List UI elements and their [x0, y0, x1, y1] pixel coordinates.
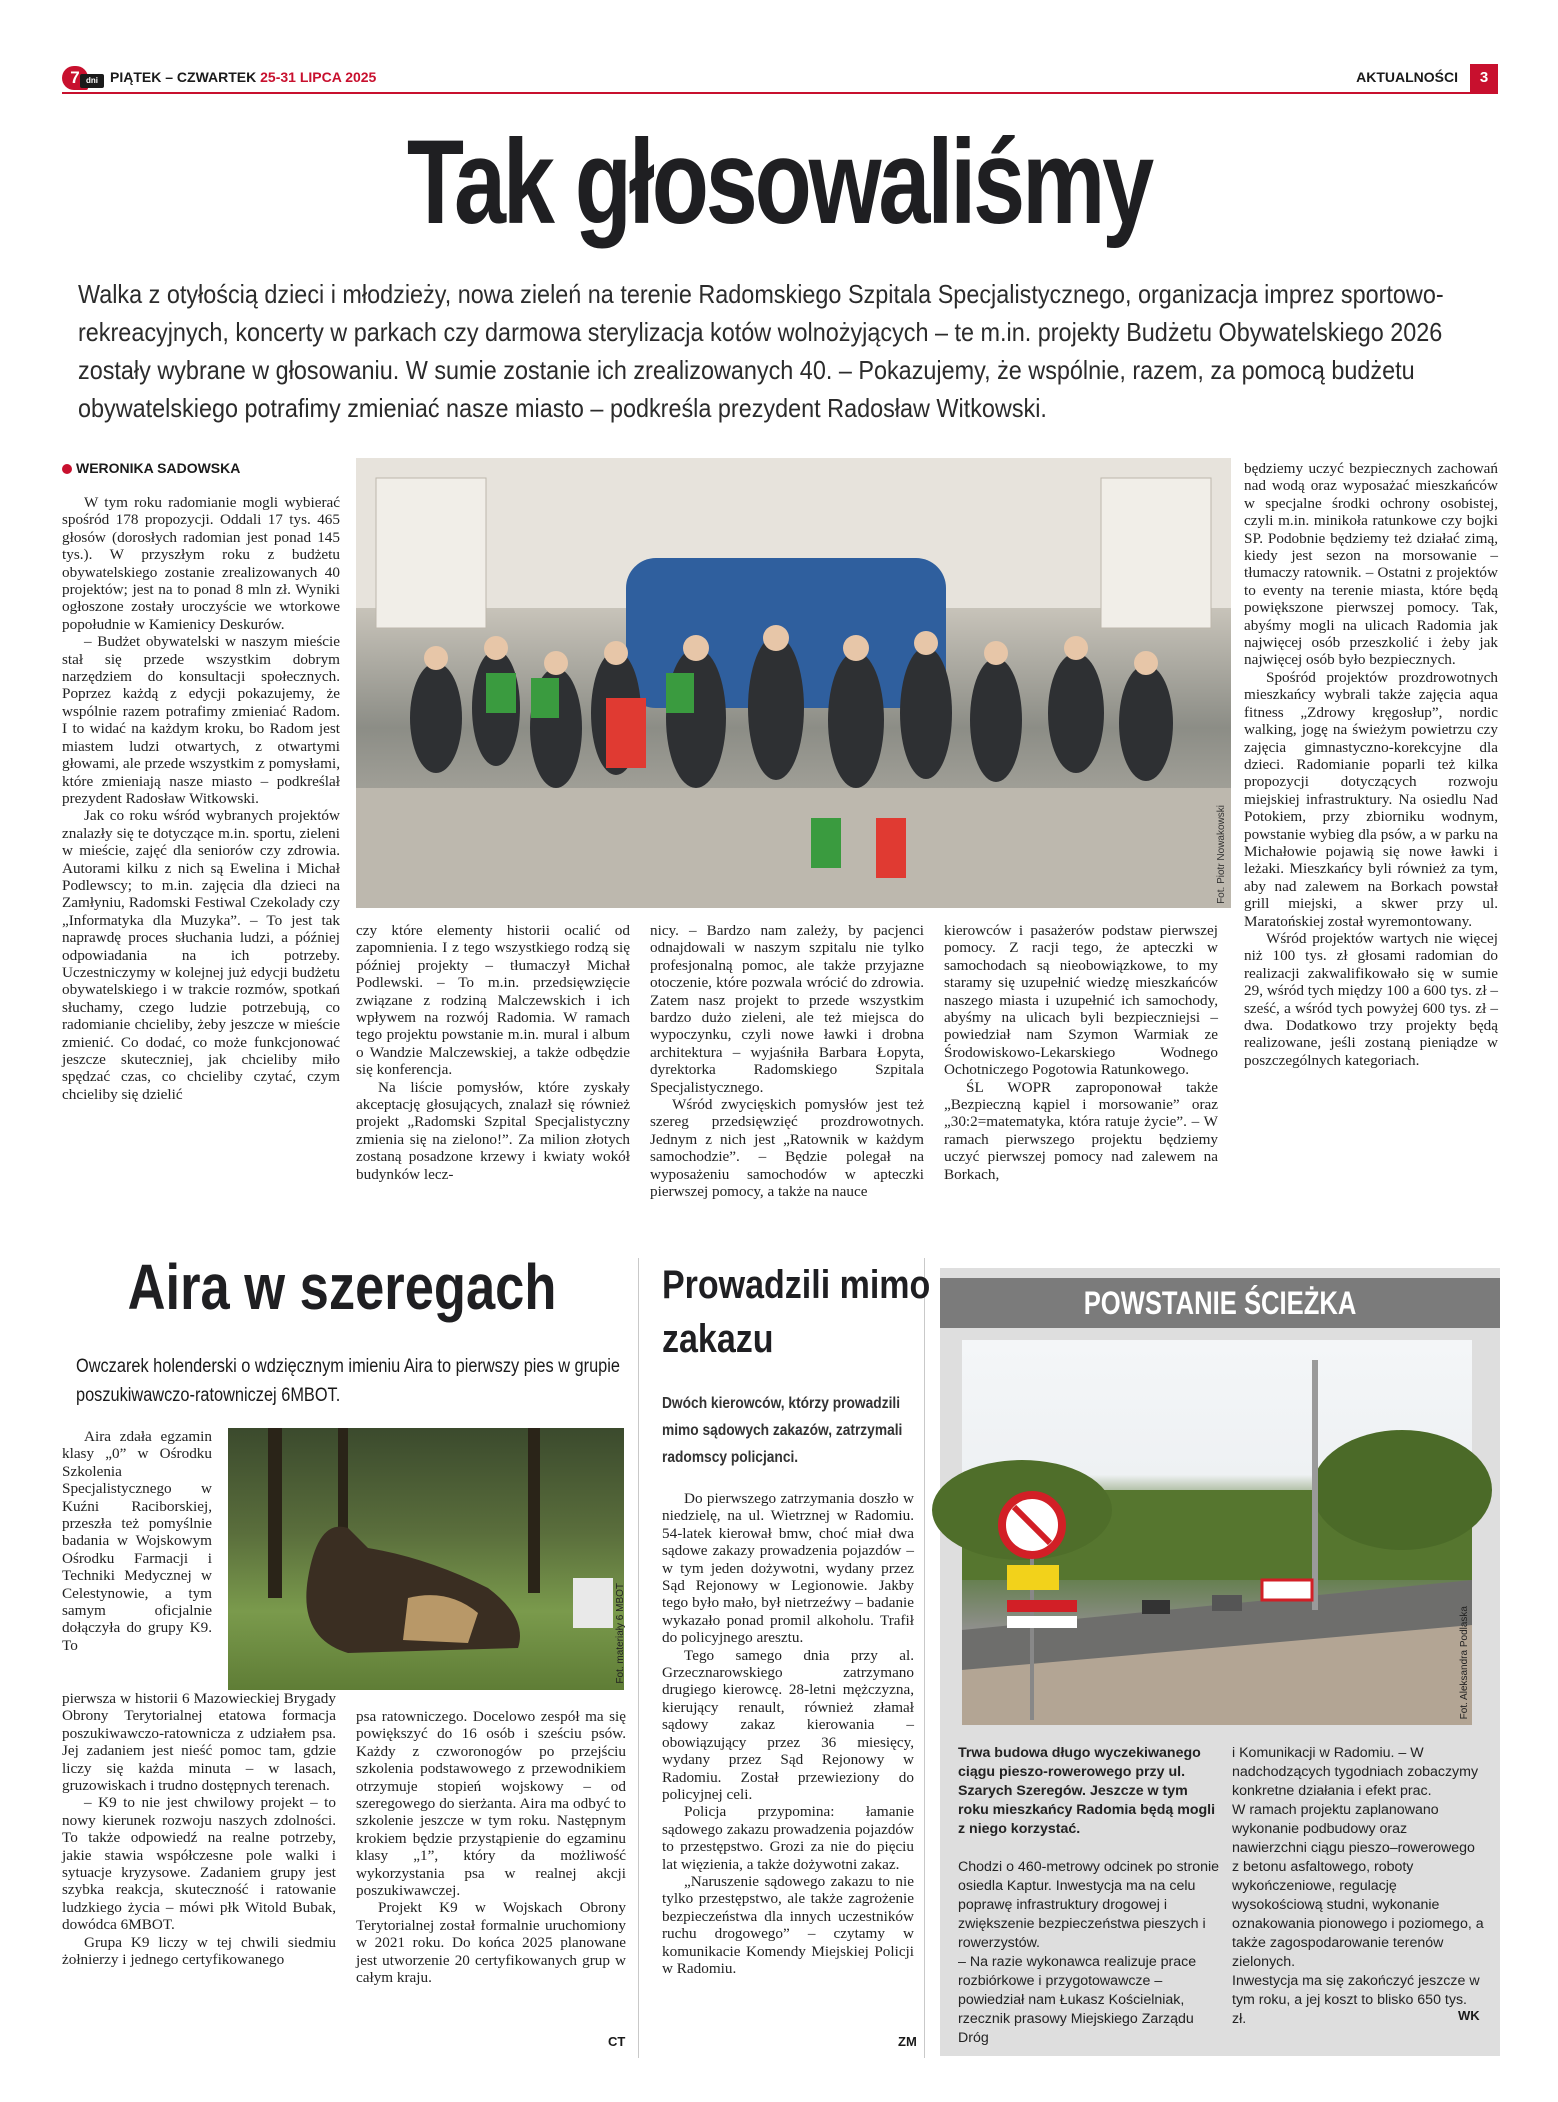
- paragraph: nicy. – Bardzo nam zależy, by pacjenci odnajdowali w naszym szpitalu nie tylko profesjonalną pomoc, ale także przyjazne otoczenie, które pozwala wrócić do zdrowia. Zatem nasz projekt to przede wszystkim bardzo dużo zieleni, ale też miejsca do wypoczynku, czyli nowe ławki i drobna architektura – wyjaśniła Barbara Łopyta, dyrektorka Radomskiego Szpitala Specjalistycznego.: [650, 922, 924, 1096]
- paragraph: kierowców i pasażerów podstaw pierwszej pomocy. Z racji tego, że apteczki w samochodach są nieobowiązkowe, to my staramy się uzupełnić wiedzę mieszkańców naszego miasta i uzupełnić ich samochody, abyśmy na ulicach byli bezpieczniejsi – powiedział nam Szymon Warmiak ze Środowiskowo-Lekarskiego Wodnego Ochotniczego Pogotowia Ratunkowego.: [944, 922, 1218, 1079]
- zakaz-signature: ZM: [898, 2034, 917, 2049]
- sciezka-headline: POWSTANIE ŚCIEŻKA: [1083, 1285, 1357, 1321]
- paragraph: Wśród zwycięskich pomysłów jest też szereg przedsięwzięć prozdrowotnych. Jednym z nich jest „Ratownik w każdym samochodzie”. – Będzie polegał na wyposażeniu samochodów w apteczki pierwszej pomocy, a także na nauce: [650, 1096, 924, 1201]
- main-column-1: [62, 494, 340, 1103]
- section-name: AKTUALNOŚCI: [1356, 69, 1458, 85]
- zakaz-headline: Prowadzili mimo zakazu: [662, 1263, 931, 1361]
- paragraph: Aira zdała egzamin klasy „0” w Ośrodku Szkolenia Specjalistycznego w Kuźni Raciborskiej, przeszła też pomyślnie badania w Wojskowym Ośrodku Farmacji i Techniki Medycznej w Celestynowie, a tym samym oficjalnie dołączyła do grupy K9. To: [62, 1428, 212, 1654]
- photo-credit: Fot. Aleksandra Podlaska: [1459, 1605, 1470, 1719]
- paragraph: Wśród projektów wartych nie więcej niż 100 tys. zł głosami radomian do realizacji zakwalifikowało się w sumie 29, wśród tych między 100 a 600 tys. zł – sześć, a wśród tych powyżej 600 tys. zł – dwa. Dodatkowo trzy projekty będą realizowane, jeśli zostaną pieniądze w poszczególnych kategoriach.: [1244, 929, 1498, 1069]
- zakaz-body: [662, 1490, 914, 1977]
- aira-column-2: [356, 1708, 626, 1987]
- paragraph: Do pierwszego zatrzymania doszło w niedzielę, na ul. Wietrznej w Radomiu. 54-latek kierował bmw, choć miał dwa sądowe zakazy prowadzenia pojazdów – w tym jeden dożywotni, wydany przez Sąd Rejonowy w Legionowie. Jakby tego było mało, był nietrzeźwy – badanie wykazało ponad promil alkoholu. Trafił do policyjnego aresztu.: [662, 1490, 914, 1647]
- paragraph: i Komunikacji w Radomiu. – W nadchodzących tygodniach zobaczymy konkretne działania i efekt prac.: [1232, 1745, 1479, 1799]
- group-photo: [356, 458, 1231, 908]
- main-column-3: [650, 922, 924, 1201]
- road-photo: [962, 1340, 1472, 1725]
- aira-signature: CT: [608, 2034, 626, 2049]
- paragraph: Tego samego dnia przy al. Grzecznarowskiego zatrzymano drugiego kierowcę. 28-letni mężczyzna, kierujący renault, również złamał sądowy zakaz kierowania – obowiązujący przez 36 miesięcy, wydany przez Sąd Rejonowy w Radomiu. Został przewieziony do policyjnej celi.: [662, 1646, 914, 1803]
- sciezka-column-1: [958, 1744, 1222, 2048]
- paragraph: – Budżet obywatelski w naszym mieście stał się przede wszystkim dobrym narzędziem do konsultacji społecznych. Poprzez każdą z edycji pokazujemy, że wspólnie razem potrafimy zmieniać Radom. I to widać na każdym kroku, bo Radom jest miastem ludzi otwartych, z otwartymi głowami, ale przede wszystkim z pomysłami, które zmieniają nasze miasto – podkreślał prezydent Radosław Witkowski.: [62, 633, 340, 807]
- paragraph: pierwsza w historii 6 Mazowieckiej Brygady Obrony Terytorialnej etatowa formacja poszukiwawczo-ratownicza z udziałem psa. Jej zadaniem jest nieść pomoc tam, gdzie liczy się każda minuta – w lasach, gruzowiskach i trudno dostępnych terenach.: [62, 1690, 336, 1795]
- paragraph: Chodzi o 460-metrowy odcinek po stronie osiedla Kaptur. Inwestycja ma na celu poprawę infrastruktury drogowej i zwiększenie bezpieczeństwa pieszych i rowerzystów. – Na razie wykonawca realizuje prace rozbiórkowe i przygotowawcze – powiedział nam Łukasz Kościelniak, rzecznik prasowy Miejskiego Zarządu Dróg: [958, 1859, 1220, 2046]
- main-lead: Walka z otyłością dzieci i młodzieży, nowa zieleń na terenie Radomskiego Szpitala Specjalistycznego, organizacja imprez sportowo-rekreacyjnych, koncerty w parkach czy darmowa sterylizacja kotów wolnożyjących – te m.in. projekty Budżetu Obywatelskiego 2026 zostały wybrane w głosowaniu. W sumie zostanie ich zrealizowanych 40. – Pokazujemy, że wspólnie, razem, za pomocą budżetu obywatelskiego potrafimy zmieniać nasze miasto – podkreśla prezydent Radosław Witkowski.: [78, 279, 1444, 423]
- paragraph: Policja przypomina: łamanie sądowego zakazu prowadzenia pojazdów to przestępstwo. Grozi za nie do pięciu lat więzienia, a także dożywotni zakaz.: [662, 1803, 914, 1873]
- paragraph: psa ratowniczego. Docelowo zespół ma się powiększyć do 16 osób i sześciu psów. Każdy z czworonogów po przejściu szkolenia podstawowego z przewodnikiem otrzymuje stopień wojskowy – od szeregowego do sierżanta. Aira ma odbyć to szkolenie jeszcze w tym roku. Następnym krokiem będzie przystąpienie do egzaminu klasy „1”, który da możliwość wykorzystania psa w realnej akcji poszukiwawczej.: [356, 1708, 626, 1900]
- column-divider: [924, 1258, 925, 2058]
- page-number: 3: [1470, 64, 1498, 92]
- paragraph: będziemy uczyć bezpiecznych zachowań nad wodą oraz wyposażać mieszkańców w specjalne środki ochrony osobistej, czyli m.in. minikoła ratunkowe czy bojki SP. Podobnie będziemy też działać zimą, kiedy jest sezon na morsowanie – tłumaczy ratownik. – Ostatni z projektów to eventy na terenie miasta, które będą powiększone pierwszej pomocy. Tak, abyśmy mogli na ulicach Radomia jak najwięcej osób przeszkolić i żeby jak najwięcej osób było bezpiecznych.: [1244, 460, 1498, 669]
- dog-photo: [228, 1428, 624, 1690]
- paragraph: W ramach projektu zaplanowano wykonanie podbudowy oraz nawierzchni ciągu pieszo–rowerowego z betonu asfaltowego, roboty wykończeniowe, regulację wysokościową studni, wykonanie oznakowania pionowego i poziomego, a także zagospodarowanie terenów zielonych.: [1232, 1802, 1484, 1970]
- paragraph: Projekt K9 w Wojskach Obrony Terytorialnej został formalnie uruchomiony w 2021 roku. Do końca 2025 planowane jest utworzenie 20 certyfikowanych grup w całym kraju.: [356, 1899, 626, 1987]
- sciezka-lead: Trwa budowa długo wyczekiwanego ciągu pieszo-rowerowego przy ul. Szarych Szeregów. Jeszcze w tym roku mieszkańcy Radomia będą mogli z niego korzystać.: [958, 1745, 1216, 1837]
- sciezka-column-2: [1232, 1744, 1484, 2029]
- paragraph: Grupa K9 liczy w tej chwili siedmiu żołnierzy i jednego certyfikowanego: [62, 1933, 336, 1969]
- paragraph: ŚL WOPR zaproponował także „Bezpieczną kąpiel i morsowanie” oraz „30:2=matematyka, która ratuje życie”. – W ramach pierwszego projektu będziemy uczyć pierwszej pomocy nad zalewem na Borkach,: [944, 1078, 1218, 1183]
- dog-photo-illustration: [228, 1428, 624, 1690]
- aira-headline: Aira w szeregach: [127, 1251, 557, 1323]
- aira-column-1-top: [62, 1428, 212, 1654]
- bullet-icon: [62, 464, 72, 474]
- author-name: WERONIKA SADOWSKA: [76, 460, 241, 476]
- paragraph: – K9 to nie jest chwilowy projekt – to nowy kierunek rozwoju naszych zdolności. To także odpowiedź na realne potrzeby, jakie stawia współczesne pole walki i sytuacje kryzysowe. Zadaniem grupy jest szybka reakcja, skuteczność i ratowanie ludzkiego życia – mówi płk Witold Bubak, dowódca 6MBOT.: [62, 1794, 336, 1934]
- aira-lead: Owczarek holenderski o wdzięcznym imieniu Aira to pierwszy pies w grupie poszukiwawczo-ratowniczej 6MBOT.: [76, 1356, 620, 1406]
- main-column-2: [356, 922, 630, 1183]
- photo-credit: Fot. Piotr Nowakowski: [1216, 805, 1227, 904]
- road-photo-illustration: [962, 1340, 1472, 1725]
- column-divider: [638, 1258, 639, 2058]
- newspaper-logo-sub: dni: [80, 74, 104, 88]
- paragraph: W tym roku radomianie mogli wybierać spośród 178 propozycji. Oddali 17 tys. 465 głosów (dorosłych radomian jest ponad 145 tys.). W przyszłym roku z budżetu obywatelskiego zostanie zrealizowanych 40 projektów; jest na to ponad 8 mln zł. Wyniki ogłoszone zostały uroczyście we wtorkowe popołudnie w Kamienicy Deskurów.: [62, 494, 340, 633]
- photo-credit: Fot. materiały 6 MBOT: [615, 1583, 626, 1684]
- group-photo-illustration: [356, 458, 1231, 908]
- issue-days: PIĄTEK – CZWARTEK: [110, 69, 257, 85]
- paragraph: Spośród projektów prozdrowotnych mieszkańcy wybrali także zajęcia aqua fitness „Zdrowy kręgosłup”, nordic walking, jogę na świeżym powietrzu czy zajęcia gimnastyczno-korekcyjne dla dzieci. Radomianie poparli też kilka propozycji dotyczących rozwoju miejskiej infrastruktury. Na osiedlu Nad Potokiem, przy zbiorniku wodnym, powstanie wybieg dla psów, a w parku na Michałowie pojawią się nowe ławki i leżaki. Mieszkańcy byli również za tym, aby nad zalewem na Borkach powstał grill miejski, a skwer przy ul. Maratońskiej został wyremontowany.: [1244, 668, 1498, 930]
- newspaper-logo: 7: [62, 66, 88, 90]
- sciezka-title-bar: [940, 1278, 1500, 1328]
- aira-column-1: [62, 1690, 336, 1969]
- paragraph: Inwestycja ma się zakończyć jeszcze w tym roku, a jej koszt to blisko 650 tys. zł.: [1232, 1973, 1480, 2027]
- main-column-4: [944, 922, 1218, 1183]
- zakaz-lead: Dwóch kierowców, którzy prowadzili mimo sądowych zakazów, zatrzymali radomscy policjanci.: [662, 1395, 903, 1466]
- sciezka-signature: WK: [1458, 2008, 1480, 2023]
- paragraph: czy które elementy historii ocalić od zapomnienia. I z tego wszystkiego rodzą się później projekty – tłumaczył Michał Podlewski. – To m.in. przedsięwzięcie związane z rodziną Malczewskich i ich wpływem na rozwój Radomia. W ramach tego projektu powstanie m.in. mural i album o Wandzie Malczewskiej, a także odbędzie się konferencja.: [356, 922, 630, 1079]
- main-column-5: [1244, 460, 1498, 1069]
- paragraph: Jak co roku wśród wybranych projektów znalazły się te dotyczące m.in. sportu, zieleni w mieście, zajęć dla seniorów czy zdrowia. Autorami kilku z nich są Ewelina i Michał Podlewscy; to m.in. zajęcia dla dzieci na Zamłyniu, Radomski Festiwal Czekolady czy „Informatyka dla Muzyka”. – To jest tak naprawdę proces słuchania ludzi, a później odpowiadania na ich potrzeby. Uczestniczymy w kolejnej już edycji budżetu obywatelskiego i w trakcie rozmów, spotkań słuchamy, czego ludzie potrzebują, co radomianie chcieliby, żeby jeszcze w mieście zmienić. Co dodać, co może funkcjonować jeszcze skuteczniej, jak chcieliby miło spędzać czas, co chcieliby czytać, czym chcieliby się dzielić: [62, 807, 340, 1103]
- paragraph: „Naruszenie sądowego zakazu to nie tylko przestępstwo, ale także zagrożenie bezpieczeństwa dla innych uczestników ruchu drogowego” – czytamy w komunikacie Komendy Miejskiej Policji w Radomiu.: [662, 1872, 914, 1977]
- main-headline: Tak głosowaliśmy: [406, 115, 1152, 249]
- issue-dates: [110, 69, 376, 85]
- issue-date-range: 25-31 LIPCA 2025: [260, 69, 377, 85]
- paragraph: Na liście pomysłów, które zyskały akceptację głosujących, znalazł się również projekt „Radomski Szpital Specjalistyczny zmienia się na zielono!”. Za milion złotych zostaną posadzone krzewy i kwiaty wokół budynków lecz-: [356, 1078, 630, 1183]
- author-byline: [62, 460, 240, 476]
- page-header: [62, 64, 1498, 94]
